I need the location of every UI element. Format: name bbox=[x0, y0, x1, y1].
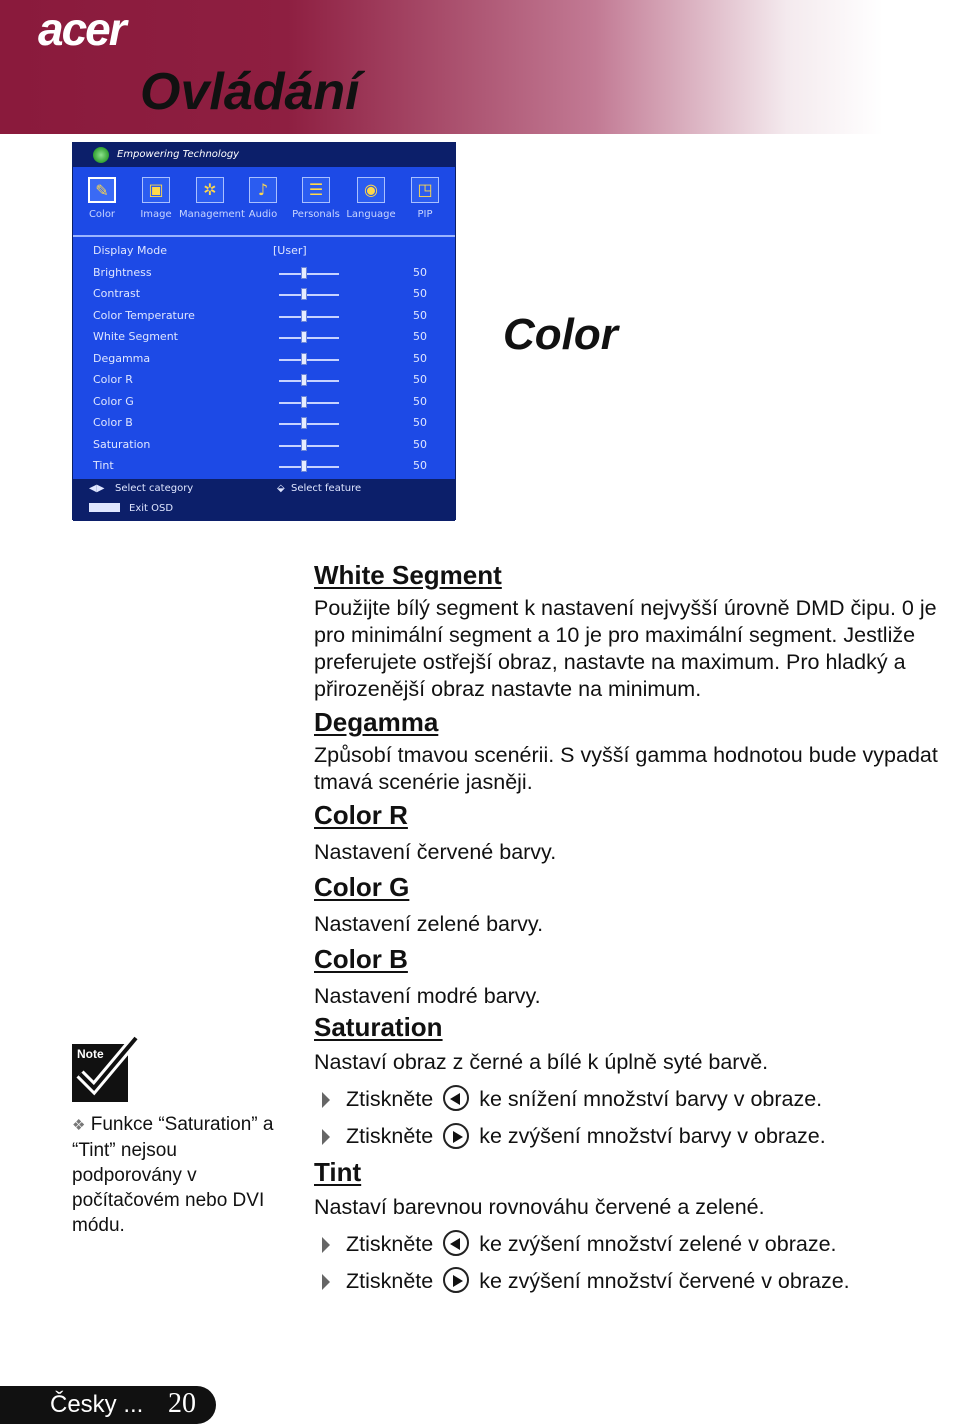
osd-tab-language[interactable] bbox=[345, 167, 397, 235]
osd-slider-knob[interactable] bbox=[301, 439, 307, 451]
osd-row[interactable] bbox=[73, 306, 455, 328]
list-item-prefix: Ztiskněte bbox=[346, 1231, 434, 1256]
osd-tab-label: Language bbox=[346, 209, 396, 220]
osd-brand: Empowering Technology bbox=[117, 149, 240, 160]
osd-tab-audio[interactable] bbox=[245, 167, 281, 235]
list-item-prefix: Ztiskněte bbox=[346, 1268, 434, 1293]
osd-row[interactable] bbox=[73, 263, 455, 285]
heading-color-g: Color G bbox=[314, 872, 410, 902]
osd-row-value: 50 bbox=[413, 308, 427, 322]
osd-row-value: 50 bbox=[413, 265, 427, 279]
heading-color-b: Color B bbox=[314, 944, 408, 974]
osd-tab-label: PIP bbox=[417, 209, 433, 220]
osd-slider-track[interactable] bbox=[279, 423, 339, 425]
abc-icon: ◉ bbox=[357, 177, 385, 203]
osd-row-value: 50 bbox=[413, 287, 427, 300]
osd-row-value: 50 bbox=[413, 437, 427, 451]
diamond-bullet-icon: ❖ bbox=[72, 1117, 86, 1134]
left-button-icon bbox=[443, 1230, 469, 1256]
list-item-suffix: ke snížení množství barvy v obraze. bbox=[479, 1087, 823, 1111]
list-item bbox=[314, 1123, 954, 1150]
osd-slider-knob[interactable] bbox=[301, 267, 307, 279]
footer-language: Česky ... bbox=[50, 1391, 144, 1418]
osd-row-label: Color G bbox=[93, 394, 134, 408]
list-item bbox=[314, 1231, 954, 1258]
osd-row[interactable] bbox=[73, 456, 455, 478]
osd-tab-color[interactable] bbox=[83, 167, 121, 235]
heading-color-r: Color R bbox=[314, 800, 408, 830]
pip-icon: ◳ bbox=[411, 177, 439, 203]
note-text: Funkce “Saturation” a “Tint” nejsou podporovány v počítačovém nebo DVI módu. bbox=[72, 1114, 274, 1236]
heading-saturation: Saturation bbox=[314, 1012, 443, 1042]
main-content bbox=[314, 562, 954, 1295]
osd-slider-track[interactable] bbox=[279, 337, 339, 339]
osd-row[interactable] bbox=[73, 413, 455, 435]
left-right-arrows-icon: ◀▶ bbox=[89, 483, 105, 494]
osd-row-label: Saturation bbox=[93, 437, 151, 451]
image-icon: ▣ bbox=[142, 177, 170, 203]
osd-row-label: Display Mode bbox=[93, 244, 168, 257]
osd-slider-knob[interactable] bbox=[301, 460, 307, 472]
bullet-triangle-icon bbox=[322, 1237, 330, 1253]
note-text-block bbox=[72, 1112, 292, 1238]
list-item-prefix: Ztiskněte bbox=[346, 1124, 434, 1149]
bullet-triangle-icon bbox=[322, 1129, 330, 1145]
heading-tint: Tint bbox=[314, 1156, 362, 1187]
page-title: Ovládání bbox=[140, 63, 360, 121]
osd-menu-screenshot bbox=[72, 142, 456, 520]
osd-help-select-feature: Select feature bbox=[291, 483, 362, 494]
right-button-icon bbox=[443, 1267, 469, 1293]
osd-slider-knob[interactable] bbox=[301, 353, 307, 365]
osd-tab-management[interactable] bbox=[179, 167, 245, 235]
osd-slider-knob[interactable] bbox=[301, 331, 307, 343]
heading-degamma: Degamma bbox=[314, 707, 439, 737]
osd-row-label: Color B bbox=[93, 416, 133, 429]
bullet-triangle-icon bbox=[322, 1274, 330, 1290]
osd-row-value: 50 bbox=[413, 416, 427, 429]
osd-row-mode-value: [User] bbox=[273, 244, 307, 257]
osd-row[interactable] bbox=[73, 392, 455, 414]
list-item bbox=[314, 1086, 954, 1113]
osd-tab-label: Management bbox=[179, 209, 245, 220]
note-icon bbox=[72, 1036, 140, 1104]
osd-slider-track[interactable] bbox=[279, 445, 339, 447]
osd-row-value: 50 bbox=[413, 394, 427, 408]
heading-white-segment: White Segment bbox=[314, 560, 502, 590]
list-item-prefix: Ztiskněte bbox=[346, 1087, 434, 1111]
osd-divider bbox=[73, 235, 455, 237]
osd-help-bar bbox=[73, 479, 455, 521]
osd-row[interactable] bbox=[73, 349, 455, 371]
osd-slider-track[interactable] bbox=[279, 466, 339, 468]
osd-row-value: 50 bbox=[413, 459, 427, 472]
osd-row-value: 50 bbox=[413, 330, 427, 343]
text-white-segment: Použijte bílý segment k nastavení nejvyšší úrovně DMD čipu. 0 je pro minimální segment a 10 je pro maximální segment. Jestliže preferujete ostřejší obraz, nastavte na maximum. Pro hladký a přirozenější obraz nastavte na minimum. bbox=[314, 596, 937, 701]
osd-row[interactable] bbox=[73, 284, 455, 306]
up-down-arrow-icon: ⬙ bbox=[277, 483, 285, 494]
osd-help-exit: Exit OSD bbox=[129, 503, 174, 514]
osd-row-label: White Segment bbox=[93, 330, 178, 343]
osd-tab-label: Audio bbox=[248, 209, 278, 220]
osd-row[interactable] bbox=[73, 370, 455, 392]
osd-slider-knob[interactable] bbox=[301, 288, 307, 300]
osd-help-select-category: Select category bbox=[115, 483, 194, 494]
osd-row[interactable] bbox=[73, 435, 455, 457]
text-tint: Nastaví barevnou rovnováhu červené a zelené. bbox=[314, 1194, 765, 1219]
osd-settings-list bbox=[73, 241, 455, 478]
osd-slider-track[interactable] bbox=[279, 359, 339, 361]
osd-slider-track[interactable] bbox=[279, 273, 339, 275]
osd-row-value: 50 bbox=[413, 373, 427, 386]
text-color-g: Nastavení zelené barvy. bbox=[314, 912, 544, 936]
osd-slider-knob[interactable] bbox=[301, 310, 307, 322]
osd-row[interactable] bbox=[73, 327, 455, 349]
osd-slider-track[interactable] bbox=[279, 380, 339, 382]
osd-tab-label: Image bbox=[140, 209, 172, 220]
osd-row-label: Color R bbox=[93, 373, 133, 386]
osd-tab-personals[interactable] bbox=[291, 167, 341, 235]
list-item-suffix: ke zvýšení množství barvy v obraze. bbox=[479, 1124, 826, 1149]
text-color-r: Nastavení červené barvy. bbox=[314, 840, 557, 864]
note-label: Note bbox=[77, 1047, 104, 1061]
empowering-logo-icon bbox=[93, 147, 109, 163]
osd-slider-knob[interactable] bbox=[301, 417, 307, 429]
text-color-b: Nastavení modré barvy. bbox=[314, 984, 541, 1008]
palette-icon: ✎ bbox=[88, 177, 116, 203]
osd-slider-track[interactable] bbox=[279, 402, 339, 404]
osd-slider-track[interactable] bbox=[279, 316, 339, 318]
osd-slider-knob[interactable] bbox=[301, 374, 307, 386]
osd-row-label: Degamma bbox=[93, 351, 151, 365]
list-item-suffix: ke zvýšení množství červené v obraze. bbox=[479, 1268, 850, 1293]
osd-tabs bbox=[73, 167, 455, 235]
osd-slider-track[interactable] bbox=[279, 294, 339, 296]
osd-row-display-mode[interactable] bbox=[73, 241, 455, 263]
text-degamma: Způsobí tmavou scenérii. S vyšší gamma hodnotou bude vypadat tmavá scenérie jasněji. bbox=[314, 743, 938, 794]
list-item bbox=[314, 1268, 954, 1295]
osd-tab-label: Personals bbox=[292, 209, 340, 220]
page-number: 20 bbox=[168, 1388, 196, 1419]
gears-icon: ✲ bbox=[196, 177, 224, 203]
osd-top-bar bbox=[73, 143, 455, 167]
menu-key-icon: MENU bbox=[91, 503, 118, 512]
osd-row-label: Color Temperature bbox=[93, 308, 195, 322]
osd-row-value: 50 bbox=[413, 351, 427, 365]
osd-row-label: Contrast bbox=[93, 287, 141, 300]
osd-tab-pip[interactable] bbox=[407, 167, 443, 235]
bullet-triangle-icon bbox=[322, 1092, 330, 1108]
page-footer bbox=[0, 1386, 216, 1424]
left-button-icon bbox=[443, 1085, 469, 1111]
osd-slider-knob[interactable] bbox=[301, 396, 307, 408]
speaker-icon: ♪ bbox=[249, 177, 277, 203]
acer-logo: acer bbox=[38, 3, 125, 55]
section-title: Color bbox=[503, 310, 618, 359]
personal-icon: ☰ bbox=[302, 177, 330, 203]
osd-tab-label: Color bbox=[88, 209, 116, 220]
text-saturation: Nastaví obraz z černé a bílé k úplně syté barvě. bbox=[314, 1050, 769, 1074]
list-item-suffix: ke zvýšení množství zelené v obraze. bbox=[479, 1231, 837, 1256]
right-button-icon bbox=[443, 1123, 469, 1149]
osd-row-label: Brightness bbox=[93, 265, 152, 279]
osd-row-label: Tint bbox=[93, 459, 114, 472]
osd-tab-image[interactable] bbox=[137, 167, 175, 235]
